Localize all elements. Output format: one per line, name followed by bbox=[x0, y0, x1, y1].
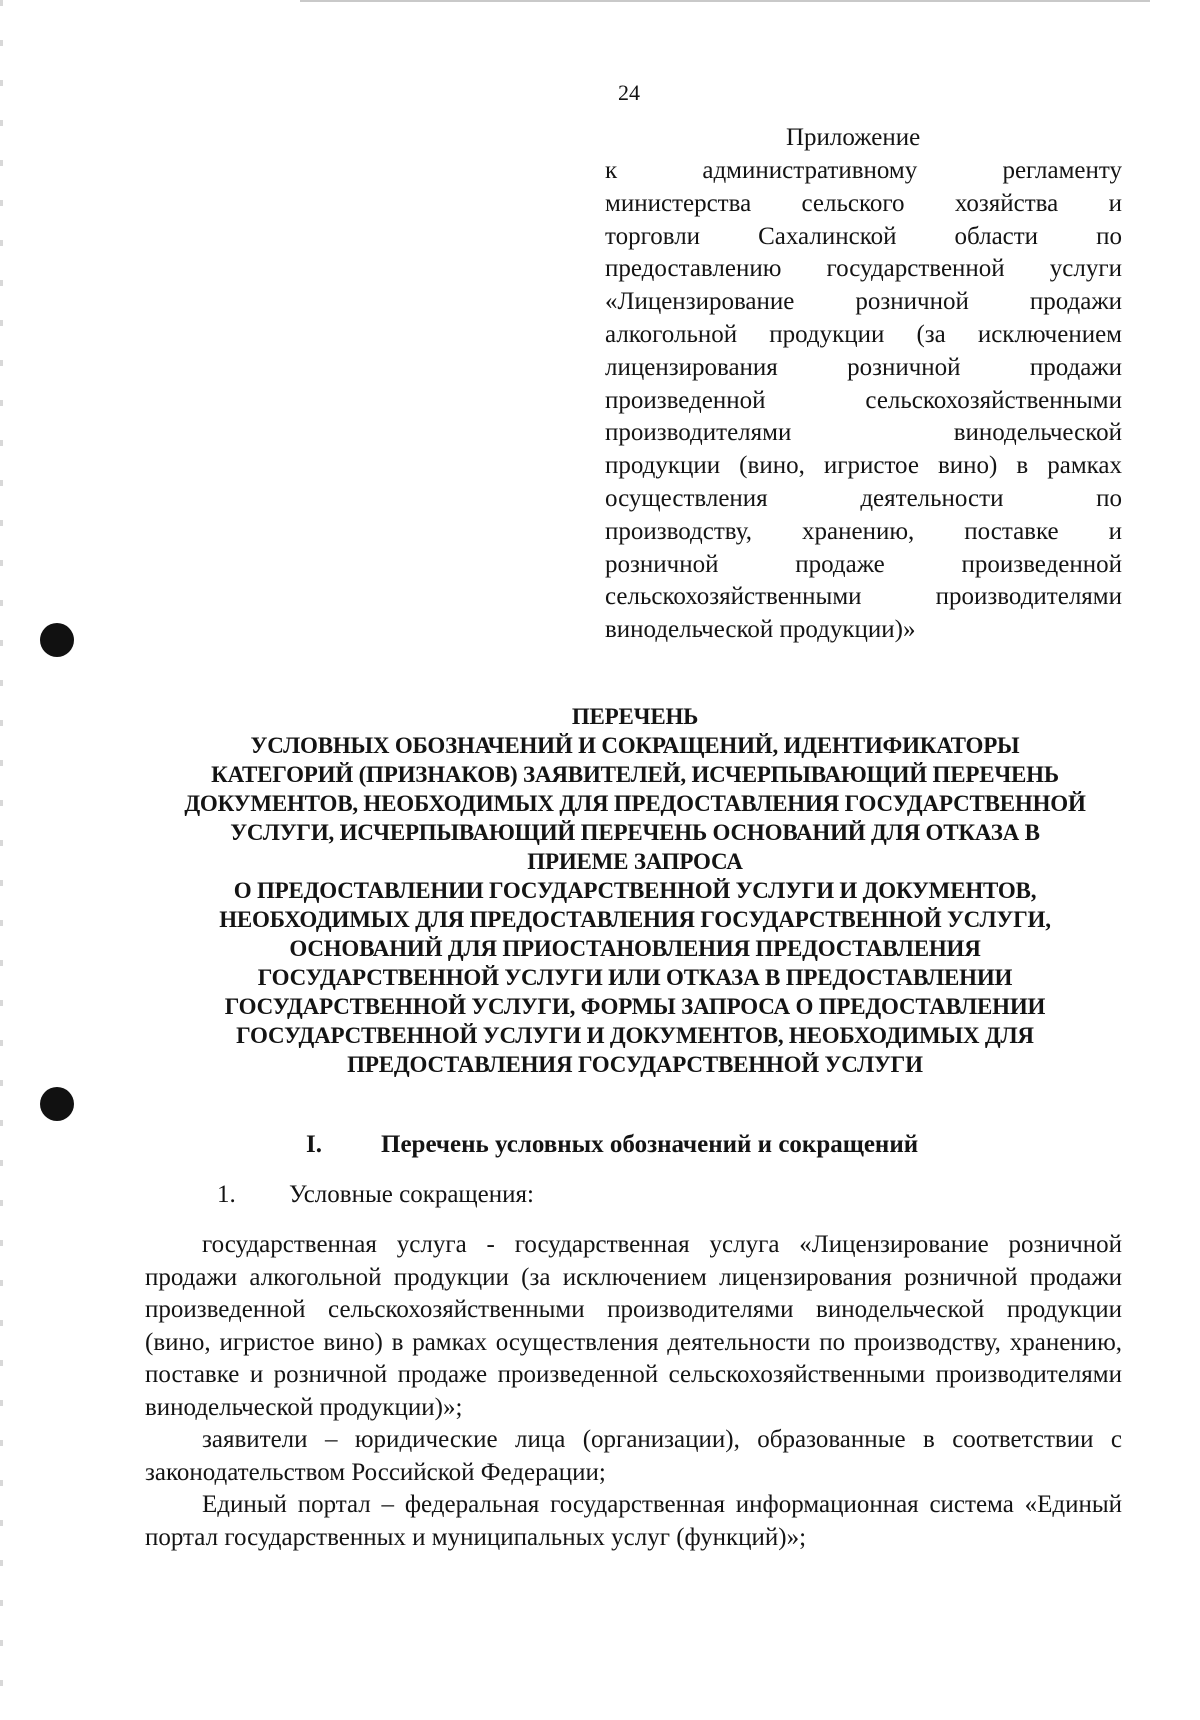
binder-hole-mark bbox=[40, 1087, 74, 1121]
heading-line: УСЛОВНЫХ ОБОЗНАЧЕНИЙ И СОКРАЩЕНИЙ, ИДЕНТИФИКАТОРЫ bbox=[250, 733, 1020, 758]
paragraph-service-definition: государственная услуга - государственная услуга «Лицензирование розничной продажи алкогольной продукции (за исключением лицензирования розничной продажи произведенной сельскохозяйственными производителями винодельческой продукции (вино, игристое вино) в рамках осуществления деятельности по производству, хранению, поставке и розничной продаже произведенной сельскохозяйственными производителями винодельческой продукции)»; bbox=[145, 1231, 1122, 1421]
section-title bbox=[306, 1130, 918, 1160]
scan-left-edge bbox=[0, 0, 3, 1720]
list-item-number: 1. bbox=[217, 1181, 236, 1208]
section-number: I. bbox=[306, 1131, 322, 1158]
heading-line: ПЕРЕЧЕНЬ bbox=[571, 704, 699, 729]
heading-line: ГОСУДАРСТВЕННОЙ УСЛУГИ ИЛИ ОТКАЗА В ПРЕДОСТАВЛЕНИИ bbox=[257, 965, 1013, 990]
appendix-line: осуществления деятельности по bbox=[605, 484, 1122, 512]
appendix-line: министерства сельского хозяйства и bbox=[605, 189, 1122, 217]
binder-hole-mark bbox=[40, 623, 74, 657]
appendix-line: предоставлению государственной услуги bbox=[605, 255, 1122, 283]
heading-line: ПРЕДОСТАВЛЕНИЯ ГОСУДАРСТВЕННОЙ УСЛУГИ bbox=[347, 1052, 923, 1077]
scan-edge-line bbox=[300, 0, 1150, 2]
heading-line: КАТЕГОРИЙ (ПРИЗНАКОВ) ЗАЯВИТЕЛЕЙ, ИСЧЕРПЫВАЮЩИЙ ПЕРЕЧЕНЬ bbox=[211, 762, 1059, 787]
appendix-line: производству, хранению, поставке и bbox=[605, 517, 1122, 545]
paragraph-applicants-definition: заявители – юридические лица (организации), образованные в соответствии с законодательством Российской Федерации; bbox=[145, 1426, 1122, 1486]
appendix-line: «Лицензирование розничной продажи bbox=[605, 288, 1122, 316]
appendix-text bbox=[605, 155, 1122, 647]
body-text bbox=[145, 1229, 1122, 1554]
heading-line: ОСНОВАНИЙ ДЛЯ ПРИОСТАНОВЛЕНИЯ ПРЕДОСТАВЛЕНИЯ bbox=[289, 936, 981, 961]
appendix-line: лицензирования розничной продажи bbox=[605, 353, 1122, 381]
heading-line: ГОСУДАРСТВЕННОЙ УСЛУГИ И ДОКУМЕНТОВ, НЕОБХОДИМЫХ ДЛЯ bbox=[236, 1023, 1034, 1048]
appendix-line: произведенной сельскохозяйственными bbox=[605, 386, 1122, 414]
appendix-line: алкогольной продукции (за исключением bbox=[605, 320, 1122, 348]
appendix-line: продукции (вино, игристое вино) в рамках bbox=[605, 452, 1122, 480]
heading-line: НЕОБХОДИМЫХ ДЛЯ ПРЕДОСТАВЛЕНИЯ ГОСУДАРСТВЕННОЙ УСЛУГИ, bbox=[219, 907, 1051, 932]
page-number: 24 bbox=[618, 80, 640, 105]
appendix-line: розничной продаже произведенной bbox=[605, 550, 1122, 578]
appendix-line: винодельческой продукции)» bbox=[605, 616, 916, 644]
heading-line: ПРИЕМЕ ЗАПРОСА bbox=[527, 849, 743, 874]
list-item bbox=[217, 1180, 534, 1210]
appendix-title: Приложение bbox=[786, 124, 921, 151]
section-title-text: Перечень условных обозначений и сокращений bbox=[381, 1131, 919, 1158]
appendix-line: торговли Сахалинской области по bbox=[605, 222, 1122, 250]
paragraph-portal-definition: Единый портал – федеральная государственная информационная система «Единый портал государственных и муниципальных услуг (функций)»; bbox=[145, 1491, 1122, 1551]
appendix-line: сельскохозяйственными производителями bbox=[605, 583, 1122, 611]
heading-line: ДОКУМЕНТОВ, НЕОБХОДИМЫХ ДЛЯ ПРЕДОСТАВЛЕНИЯ ГОСУДАРСТВЕННОЙ bbox=[184, 791, 1086, 816]
list-item-text: Условные сокращения: bbox=[289, 1181, 534, 1208]
appendix-line: производителями винодельческой bbox=[605, 419, 1122, 447]
appendix-line: к административному регламенту bbox=[605, 157, 1122, 184]
heading-line: УСЛУГИ, ИСЧЕРПЫВАЮЩИЙ ПЕРЕЧЕНЬ ОСНОВАНИЙ ДЛЯ ОТКАЗА В bbox=[230, 820, 1040, 845]
document-heading bbox=[140, 702, 1130, 1079]
heading-line: О ПРЕДОСТАВЛЕНИИ ГОСУДАРСТВЕННОЙ УСЛУГИ И ДОКУМЕНТОВ, bbox=[233, 878, 1037, 903]
heading-line: ГОСУДАРСТВЕННОЙ УСЛУГИ, ФОРМЫ ЗАПРОСА О ПРЕДОСТАВЛЕНИИ bbox=[224, 994, 1046, 1019]
